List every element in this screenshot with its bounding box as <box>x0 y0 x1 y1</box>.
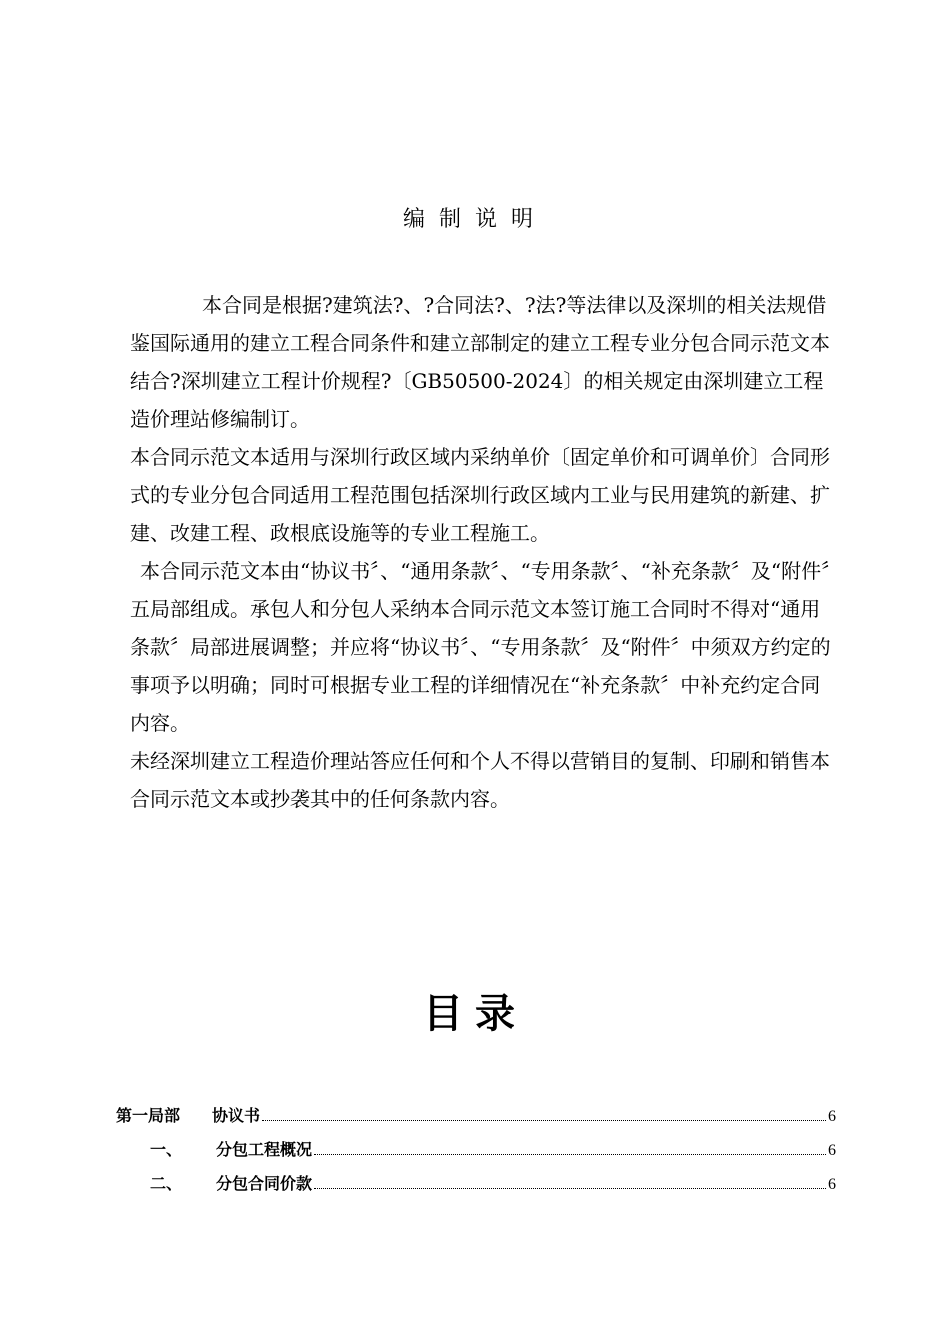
toc-dot-leader <box>262 1120 826 1121</box>
toc-dot-leader <box>314 1154 826 1155</box>
toc-entry-label: 协议书 <box>212 1106 261 1125</box>
paragraph-basis: 本合同是根据?建筑法?、?合同法?、?法?等法律以及深圳的相关法规借鉴国际通用的建立工程合同条件和建立部制定的建立工程专业分包合同示范文本结合?深圳建立工程计价规程?〔GB50500-2024〕的相关规定由深圳建立工程造价理站修编制订。 <box>130 293 830 431</box>
toc-entry-overview[interactable] <box>116 1126 836 1160</box>
section-heading: 编制说明 <box>402 207 547 232</box>
paragraph-composition: 本合同示范文本由“协议书〞、“通用条款〞、“专用条款〞、“补充条款〞及“附件〞五局部组成。承包人和分包人采纳本合同示范文本签订施工合同时不得对“通用条款〞局部进展调整；并应将“协议书〞、“专用条款〞及“附件〞中须双方约定的事项予以明确；同时可根据专业工程的详细情况在“补充条款〞中补充约定合同内容。 <box>130 559 832 735</box>
toc-entry-page: 6 <box>828 1108 836 1125</box>
preface-body <box>130 286 835 818</box>
table-of-contents <box>116 1092 836 1194</box>
toc-title: 目录 <box>423 991 527 1037</box>
toc-entry-contract-price[interactable] <box>116 1160 836 1194</box>
toc-dot-leader <box>314 1188 826 1189</box>
toc-entry-number: 二、 <box>150 1174 183 1193</box>
paragraph-copyright: 未经深圳建立工程造价理站答应任何和个人不得以营销目的复制、印刷和销售本合同示范文本或抄袭其中的任何条款内容。 <box>130 749 830 811</box>
toc-entry-page: 6 <box>828 1176 836 1193</box>
toc-entry-label: 分包合同价款 <box>216 1174 313 1193</box>
toc-entry-part-one[interactable] <box>116 1092 836 1126</box>
paragraph-scope: 本合同示范文本适用与深圳行政区域内采纳单价〔固定单价和可调单价〕合同形式的专业分包合同适用工程范围包括深圳行政区域内工业与民用建筑的新建、扩建、改建工程、政根底设施等的专业工程施工。 <box>130 445 830 545</box>
toc-entry-number: 第一局部 <box>116 1106 181 1125</box>
toc-entry-number: 一、 <box>150 1140 183 1159</box>
toc-entry-page: 6 <box>828 1142 836 1159</box>
toc-entry-label: 分包工程概况 <box>216 1140 313 1159</box>
